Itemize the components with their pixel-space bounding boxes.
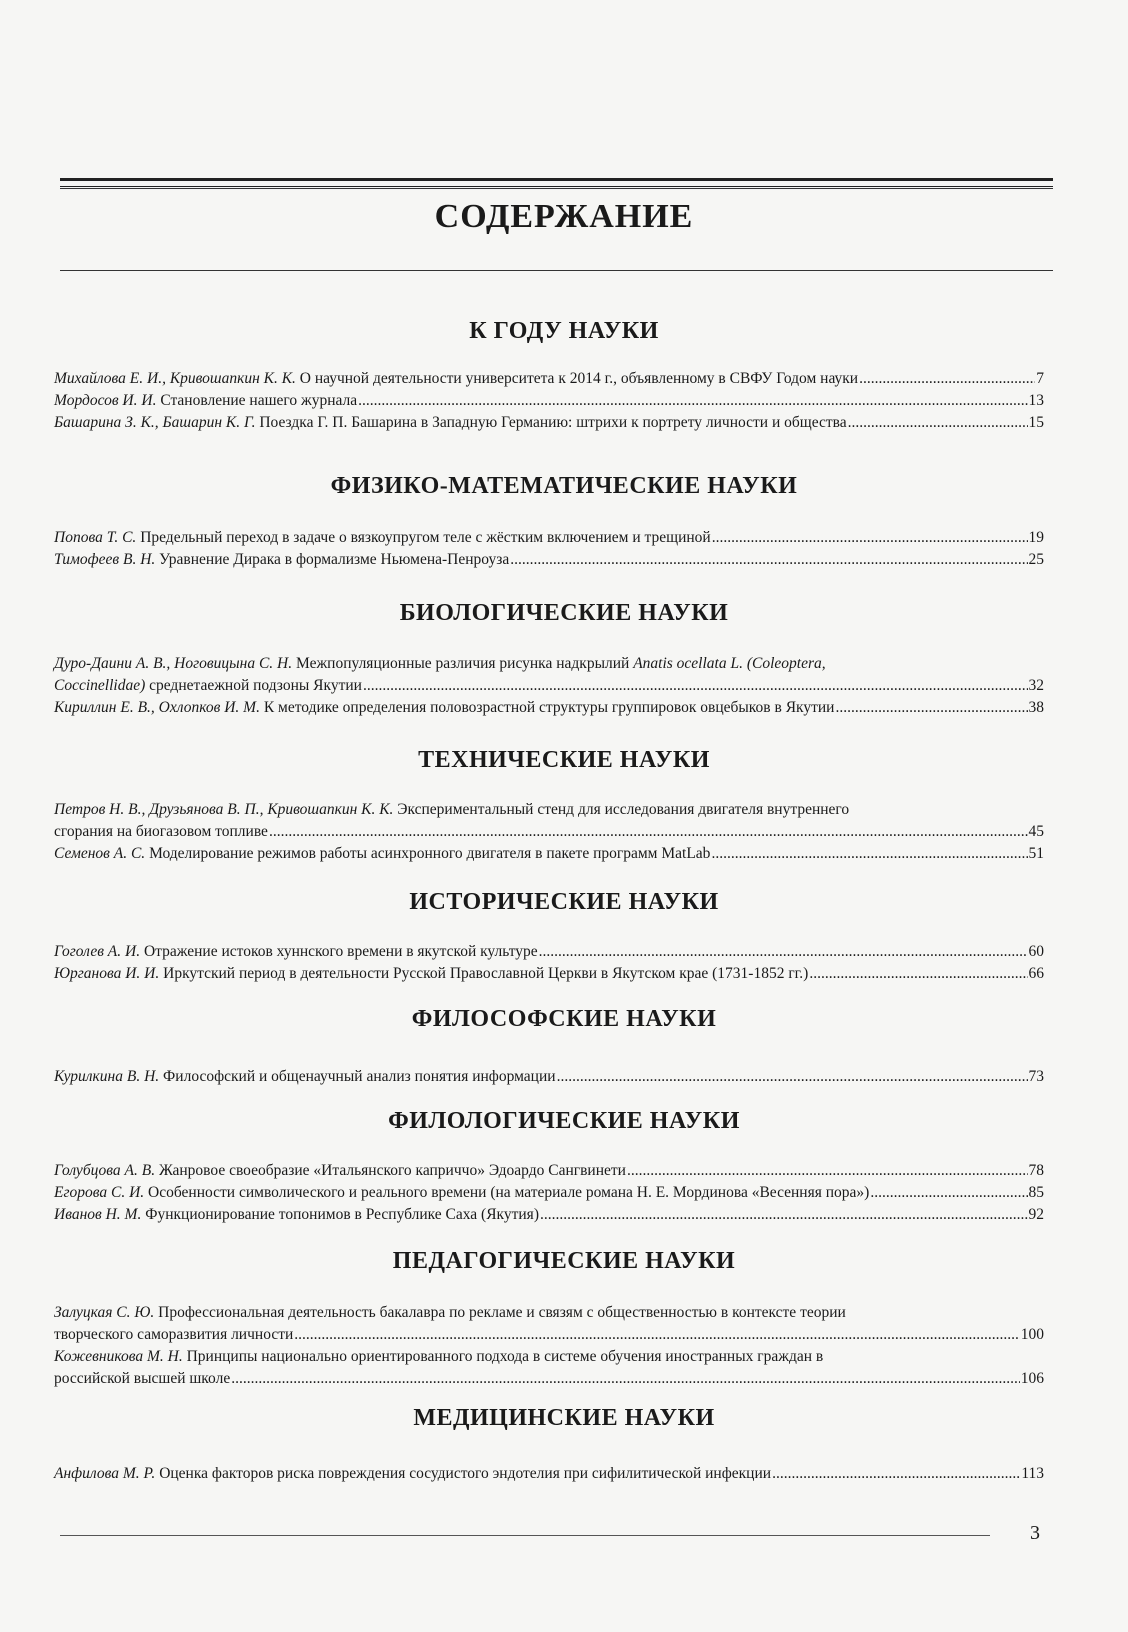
leader-dots (539, 941, 1028, 963)
section-entries (54, 527, 1044, 571)
entry-authors: Голубцова А. В. (54, 1162, 156, 1179)
entry-page: 78 (1028, 1162, 1044, 1179)
entry-title-cont: российской высшей школе (54, 1370, 231, 1387)
leader-dots (809, 963, 1027, 985)
leader-dots (627, 1160, 1028, 1182)
leader-dots (269, 821, 1028, 843)
section-entries (54, 368, 1044, 434)
section-heading: ПЕДАГОГИЧЕСКИЕ НАУКИ (392, 1248, 736, 1274)
page-title: СОДЕРЖАНИЕ (434, 198, 694, 235)
toc-entry[interactable] (54, 697, 1044, 719)
entry-authors: Залуцкая С. Ю. (54, 1304, 155, 1321)
entry-title: Иркутский период в деятельности Русской Православной Церкви в Якутском крае (1731-1852 гг.) (163, 965, 809, 982)
section-heading: МЕДИЦИНСКИЕ НАУКИ (413, 1405, 715, 1431)
entry-authors: Тимофеев В. Н. (54, 551, 156, 568)
toc-entry[interactable] (54, 549, 1044, 571)
leader-dots (870, 1182, 1027, 1204)
toc-entry[interactable] (54, 799, 1044, 843)
entry-title-cont: творческого саморазвития личности (54, 1326, 294, 1343)
entry-page: 66 (1028, 965, 1044, 982)
entry-page: 100 (1020, 1326, 1044, 1343)
section-entries (54, 1463, 1044, 1485)
toc-entry[interactable] (54, 1346, 1044, 1390)
toc-entry[interactable] (54, 1302, 1044, 1346)
toc-entry[interactable] (54, 390, 1044, 412)
entry-authors: Семенов А. С. (54, 845, 146, 862)
entry-authors: Иванов Н. М. (54, 1206, 142, 1223)
entry-title: К методике определения половозрастной структуры группировок овцебыков в Якутии (263, 699, 835, 716)
entry-page: 51 (1028, 845, 1044, 862)
entry-page: 113 (1021, 1465, 1044, 1482)
entry-page: 7 (1036, 370, 1044, 387)
entry-page: 106 (1020, 1370, 1044, 1387)
entry-page: 85 (1028, 1184, 1044, 1201)
title-underline (60, 270, 1053, 271)
entry-title: Уравнение Дирака в формализме Ньюмена-Пенроуза (159, 551, 510, 568)
entry-title: Моделирование режимов работы асинхронного двигателя в пакете программ MatLab (149, 845, 711, 862)
section-heading: ФИЛОЛОГИЧЕСКИЕ НАУКИ (388, 1108, 740, 1134)
entry-title: Философский и общенаучный анализ понятия информации (163, 1068, 556, 1085)
entry-title: Функционирование топонимов в Республике Саха (Якутия) (145, 1206, 539, 1223)
entry-authors: Попова Т. С. (54, 529, 137, 546)
leader-dots (510, 549, 1027, 571)
entry-page: 32 (1028, 677, 1044, 694)
section-heading: ФИЛОСОФСКИЕ НАУКИ (411, 1006, 717, 1032)
section-heading: К ГОДУ НАУКИ (469, 318, 659, 344)
page-number: 3 (1030, 1522, 1040, 1544)
entry-title: Особенности символического и реального времени (на материале романа Н. Е. Мординова «Весенняя пора») (148, 1184, 870, 1201)
entry-title: Принципы национально ориентированного подхода в системе обучения иностранных граждан в (186, 1348, 824, 1365)
section-entries (54, 941, 1044, 985)
leader-dots (540, 1204, 1028, 1226)
entry-title: Межпопуляционные различия рисунка надкрылий (296, 655, 630, 672)
toc-entry[interactable] (54, 1204, 1044, 1226)
top-rule-second (60, 188, 1053, 189)
entry-page: 38 (1028, 699, 1044, 716)
entry-authors: Гоголев А. И. (54, 943, 141, 960)
toc-entry[interactable] (54, 1066, 1044, 1088)
footer-rule (60, 1535, 990, 1536)
entry-authors: Егорова С. И. (54, 1184, 145, 1201)
leader-dots (711, 843, 1027, 865)
entry-title: Предельный переход в задаче о вязкоупругом теле с жёстким включением и трещиной (140, 529, 711, 546)
entry-authors: Петров Н. В., Друзьянова В. П., Кривошапкин К. К. (54, 801, 394, 818)
section-entries (54, 1160, 1044, 1226)
entry-title: О научной деятельности университета к 2014 г., объявленному в СВФУ Годом науки (299, 370, 859, 387)
entry-title: Оценка факторов риска повреждения сосудистого эндотелия при сифилитической инфекции (159, 1465, 772, 1482)
leader-dots (231, 1368, 1020, 1390)
section-entries (54, 799, 1044, 865)
toc-entry[interactable] (54, 1182, 1044, 1204)
entry-page: 45 (1028, 823, 1044, 840)
top-double-rule (60, 178, 1053, 187)
entry-title: Профессиональная деятельность бакалавра по рекламе и связям с общественностью в контексте теории (158, 1304, 846, 1321)
toc-entry[interactable] (54, 368, 1044, 390)
entry-latin-cont: Coccinellidae) (54, 677, 146, 694)
entry-authors: Кириллин Е. В., Охлопков И. М. (54, 699, 260, 716)
toc-entry[interactable] (54, 653, 1044, 697)
entry-title: Экспериментальный стенд для исследования двигателя внутреннего (397, 801, 850, 818)
leader-dots (859, 368, 1035, 390)
entry-page: 19 (1028, 529, 1044, 546)
leader-dots (294, 1324, 1019, 1346)
entry-page: 25 (1028, 551, 1044, 568)
leader-dots (835, 697, 1027, 719)
section-heading: ИСТОРИЧЕСКИЕ НАУКИ (409, 889, 719, 915)
entry-authors: Юрганова И. И. (54, 965, 160, 982)
entry-page: 73 (1028, 1068, 1044, 1085)
entry-title: Поездка Г. П. Башарина в Западную Германию: штрихи к портрету личности и общества (259, 414, 847, 431)
entry-latin: Anatis ocellata L. (Coleoptera, (633, 655, 826, 672)
section-entries (54, 653, 1044, 719)
entry-title: Жанровое своеобразие «Итальянского каприччо» Эдоардо Сангвинети (158, 1162, 626, 1179)
toc-entry[interactable] (54, 941, 1044, 963)
section-entries (54, 1066, 1044, 1088)
entry-authors: Кожевникова М. Н. (54, 1348, 183, 1365)
entry-authors: Курилкина В. Н. (54, 1068, 160, 1085)
leader-dots (557, 1066, 1028, 1088)
entry-page: 15 (1028, 414, 1044, 431)
entry-title-cont: сгорания на биогазовом топливе (54, 823, 268, 840)
leader-dots (848, 412, 1028, 434)
toc-entry[interactable] (54, 963, 1044, 985)
section-heading: БИОЛОГИЧЕСКИЕ НАУКИ (399, 600, 729, 626)
toc-entry[interactable] (54, 1160, 1044, 1182)
leader-dots (772, 1463, 1020, 1485)
entry-authors: Башарина З. К., Башарин К. Г. (54, 414, 256, 431)
entry-authors: Михайлова Е. И., Кривошапкин К. К. (54, 370, 296, 387)
entry-authors: Мордосов И. И. (54, 392, 157, 409)
section-heading: ФИЗИКО-МАТЕМАТИЧЕСКИЕ НАУКИ (330, 473, 798, 499)
leader-dots (363, 675, 1028, 697)
section-heading: ТЕХНИЧЕСКИЕ НАУКИ (418, 747, 710, 773)
entry-authors: Дуро-Даини А. В., Ноговицына С. Н. (54, 655, 293, 672)
entry-title-cont: среднетаежной подзоны Якутии (149, 677, 362, 694)
entry-title: Становление нашего журнала (160, 392, 358, 409)
entry-page: 92 (1028, 1206, 1044, 1223)
toc-entry[interactable] (54, 412, 1044, 434)
leader-dots (358, 390, 1027, 412)
toc-entry[interactable] (54, 843, 1044, 865)
toc-entry[interactable] (54, 1463, 1044, 1485)
entry-authors: Анфилова М. Р. (54, 1465, 156, 1482)
leader-dots (712, 527, 1028, 549)
toc-entry[interactable] (54, 527, 1044, 549)
entry-page: 60 (1028, 943, 1044, 960)
entry-page: 13 (1028, 392, 1044, 409)
section-entries (54, 1302, 1044, 1390)
entry-title: Отражение истоков хуннского времени в якутской культуре (143, 943, 538, 960)
